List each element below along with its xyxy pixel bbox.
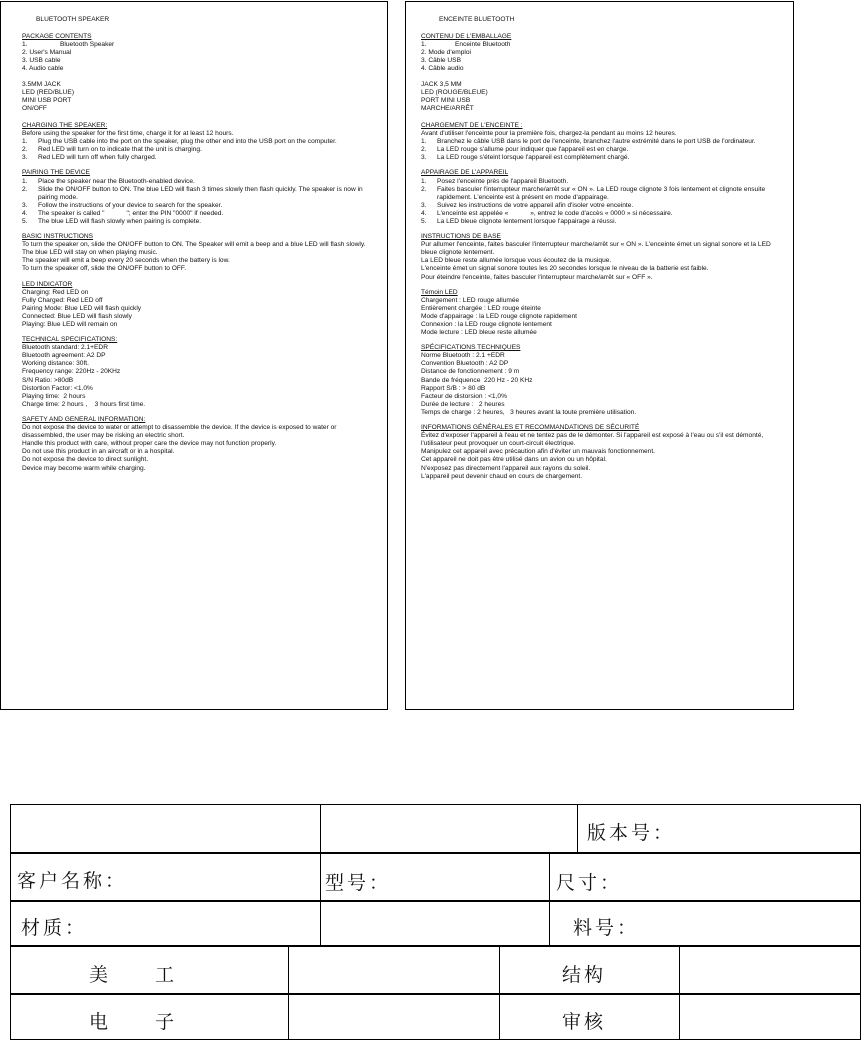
paragraph: Évitez d'exposer l'appareil à l'eau et ne tentez pas de le démonter. Si l'appareil est exposé à l'eau ou s'il est démonté, l'utilisateur peut provoquer un court-circuit électrique. xyxy=(421,432,764,448)
list-item: Pairing Mode: Blue LED will flash quickly xyxy=(22,304,142,312)
list-item: Chargement : LED rouge allumée xyxy=(421,296,520,304)
paragraph: To turn the speaker on, slide the ON/OFF button to ON. The Speaker will emit a beep and a blue LED will flash slowly. xyxy=(22,241,366,249)
section-heading: LED INDICATOR xyxy=(22,280,73,288)
list-item: 1. Enceinte Bluetooth xyxy=(421,41,511,49)
list-item: 4. The speaker is called " "; enter the PIN "0000" if needed. xyxy=(22,209,224,217)
port-label: 3.5MM JACK xyxy=(22,80,61,88)
list-item: 3. La LED rouge s'éteint lorsque l'appareil est complètement chargé. xyxy=(421,154,630,162)
part-number-label: 料号： xyxy=(573,917,640,939)
list-item: 1. Posez l'enceinte près de l'appareil Bluetooth. xyxy=(421,177,569,185)
port-label: MINI USB PORT xyxy=(22,96,72,104)
section-heading: APPAIRAGE DE L'APPAREIL xyxy=(421,169,509,177)
spec-row: Convention Bluetooth : A2 DP xyxy=(421,360,509,368)
section-heading: TECHNICAL SPECIFICATIONS: xyxy=(22,336,118,344)
manual-page-french xyxy=(405,1,794,710)
list-item: 4. Câble audio xyxy=(421,65,464,73)
section-charging xyxy=(421,122,785,162)
form-col-divider xyxy=(499,946,500,1039)
paragraph: Avant d'utiliser l'enceinte pour la première fois, chargez-la pendant au moins 12 heures. xyxy=(421,130,677,138)
section-pairing xyxy=(421,169,785,226)
paragraph: Do not expose the device to water or attempt to disassemble the device. If the device is exposed to water or disassembled, the user may be risking an electric short. xyxy=(22,424,337,440)
document-body-english xyxy=(22,16,379,473)
list-item: Fully Charged: Red LED off xyxy=(22,296,103,304)
list-item: 2. User's Manual xyxy=(22,49,72,57)
section-heading: CONTENU DE L'EMBALLAGE xyxy=(421,33,512,41)
section-ports xyxy=(22,81,379,113)
structure-label: 结构 xyxy=(562,964,607,986)
port-label: LED (RED/BLUE) xyxy=(22,88,75,96)
review-label: 审核 xyxy=(562,1011,607,1033)
section-package xyxy=(22,33,379,73)
spec-row: S/N Ratio: >80dB xyxy=(22,376,74,384)
form-row-divider xyxy=(11,900,860,902)
paragraph: L'enceinte émet un signal sonore toutes les 20 secondes lorsque le niveau de la batterie est faible. xyxy=(421,265,709,273)
section-basic xyxy=(421,233,785,282)
manual-page-english xyxy=(0,1,388,710)
section-pairing xyxy=(22,169,379,226)
form-row-divider xyxy=(11,852,860,854)
port-label: PORT MINI USB xyxy=(421,96,471,104)
port-label: JACK 3,5 MM xyxy=(421,80,462,88)
list-item: 2. Red LED will turn on to indicate that the unit is charging. xyxy=(22,146,202,154)
form-col-divider xyxy=(679,946,680,1039)
spec-row: Rapport S/B : > 80 dB xyxy=(421,384,486,392)
document-body-french xyxy=(421,16,785,481)
paragraph: La LED bleue reste allumée lorsque vous écoutez de la musique. xyxy=(421,257,612,265)
spec-row: Bande de fréquence 220 Hz - 20 KHz xyxy=(421,376,533,384)
spec-row: Distance de fonctionnement : 9 m xyxy=(421,368,520,376)
spec-row: Bluetooth standard: 2.1+EDR xyxy=(22,344,108,352)
version-label: 版本号： xyxy=(587,822,676,844)
section-led xyxy=(22,281,379,330)
list-item: 5. La LED bleue clignote lentement lorsque l'appairage a réussi. xyxy=(421,217,617,225)
spec-row: Frequency range: 220Hz - 20KHz xyxy=(22,368,121,376)
paragraph: Pur allumer l'enceinte, faites basculer l'interrupteur marche/arrêt sur « ON ». L'enceinte émet un signal sonore et la LED bleue clignote lentement. xyxy=(421,241,771,257)
paragraph: Do not expose the device to direct sunlight. xyxy=(22,456,149,464)
spec-row: Playing time: 2 hours xyxy=(22,392,86,400)
section-heading: INFORMATIONS GÉNÉRALES ET RECOMMANDATIONS DE SÉCURITÉ xyxy=(421,424,640,432)
list-item: 3. Suivez les instructions de votre appareil afin d'isoler votre enceinte. xyxy=(421,201,634,209)
section-ports xyxy=(421,81,785,113)
doc-title: BLUETOOTH SPEAKER xyxy=(36,16,110,23)
list-item: Playing: Blue LED will remain on xyxy=(22,321,118,328)
section-heading: CHARGEMENT DE L'ENCEINTE : xyxy=(421,121,523,129)
section-heading: Témoin LED xyxy=(421,288,458,296)
material-label: 材质： xyxy=(21,917,88,939)
list-item: 2. La LED rouge s'allume pour indiquer que l'appareil est en charge. xyxy=(421,146,629,154)
electronics-label: 电 子 xyxy=(89,1011,178,1033)
paragraph: The speaker will emit a beep every 20 seconds when the battery is low. xyxy=(22,257,230,265)
paragraph: The blue LED will stay on when playing music. xyxy=(22,249,158,257)
form-col-divider xyxy=(288,946,289,1039)
section-charging xyxy=(22,122,379,162)
list-item: Mode lecture : LED bleue reste allumée xyxy=(421,329,537,337)
paragraph: Device may become warm while charging. xyxy=(22,464,146,472)
list-item: 3. USB cable xyxy=(22,57,61,65)
list-item: 2. Mode d'emploi xyxy=(421,49,472,57)
port-label: LED (ROUGE/BLEUE) xyxy=(421,88,488,96)
model-label: 型号： xyxy=(325,872,392,894)
approval-form xyxy=(10,804,861,1040)
spec-row: Temps de charge : 2 heures, 3 heures avant la toute première utilisation. xyxy=(421,408,637,416)
section-led xyxy=(421,289,785,338)
section-basic xyxy=(22,233,379,273)
port-label: MARCHE/ARRÊT xyxy=(421,104,474,112)
list-item: 4. Audio cable xyxy=(22,65,64,73)
section-heading: INSTRUCTIONS DE BASE xyxy=(421,233,501,241)
section-heading: PAIRING THE DEVICE xyxy=(22,169,90,177)
list-item: 2. Slide the ON/OFF button to ON. The blue LED will flash 3 times slowly then flash quickly. The speaker is now in pairing mode. xyxy=(22,185,363,201)
spec-row: Distortion Factor: <1.0% xyxy=(22,384,93,392)
list-item: 2. Faites basculer l'interrupteur marche/arrêt sur « ON ». La LED rouge clignote 3 fois lentement et clignote ensuite rapidement. L'enceinte est à présent en mode d'appairage. xyxy=(421,185,766,201)
spec-row: Facteur de distorsion : <1,0% xyxy=(421,392,507,400)
paragraph: Handle this product with care, without proper care the device may not function properly. xyxy=(22,440,277,448)
paragraph: Cet appareil ne doit pas être utilisé dans un avion ou un hôpital. xyxy=(421,456,607,464)
list-item: Connected: Blue LED will flash slowly xyxy=(22,312,132,320)
paragraph: Manipulez cet appareil avec précaution afin d'éviter un mauvais fonctionnement. xyxy=(421,448,656,456)
form-row-divider xyxy=(11,993,860,995)
list-item: 1. Plug the USB cable into the port on the speaker, plug the other end into the USB port on the computer. xyxy=(22,138,337,146)
list-item: 3. Red LED will turn off when fully charged. xyxy=(22,154,157,162)
section-heading: PACKAGE CONTENTS xyxy=(22,33,92,41)
paragraph: L'appareil peut devenir chaud en cours de chargement. xyxy=(421,472,583,480)
section-package xyxy=(421,33,785,73)
list-item: 4. L'enceinte est appelée « », entrez le code d'accès « 0000 » si nécessaire. xyxy=(421,209,673,217)
list-item: 1. Place the speaker near the Bluetooth-enabled device. xyxy=(22,177,195,185)
paragraph: Pour éteindre l'enceinte, faites basculer l'interrupteur marche/arrêt sur « OFF ». xyxy=(421,273,653,281)
list-item: 3. Câble USB xyxy=(421,57,461,65)
list-item: Entièrement chargée : LED rouge éteinte xyxy=(421,304,541,312)
form-col-divider xyxy=(549,853,550,946)
paragraph: To turn the speaker off, slide the ON/OFF button to OFF. xyxy=(22,265,187,273)
spec-row: Durée de lecture : 2 heures xyxy=(421,400,505,408)
spec-row: Bluetooth agreement: A2 DP xyxy=(22,352,106,360)
section-specs xyxy=(421,344,785,417)
list-item: 1. Branchez le câble USB dans le port de l'enceinte, branchez l'autre extrémité dans le port USB de l'ordinateur. xyxy=(421,138,756,146)
list-item: Bluetooth Speaker xyxy=(60,41,115,49)
section-heading: SAFETY AND GENERAL INFORMATION: xyxy=(22,415,146,423)
paragraph: N'exposez pas directement l'appareil aux rayons du soleil. xyxy=(421,464,591,472)
list-item: Mode d'appairage : la LED rouge clignote rapidement xyxy=(421,312,577,320)
customer-name-label: 客户名称： xyxy=(17,870,128,892)
section-heading: SPÉCIFICATIONS TECHNIQUES xyxy=(421,344,521,352)
section-heading: CHARGING THE SPEAKER: xyxy=(22,121,108,129)
port-label: ON/OFF xyxy=(22,104,47,112)
item-number: 1. xyxy=(22,41,28,49)
section-safety xyxy=(22,416,379,473)
form-col-divider xyxy=(320,805,321,946)
section-safety xyxy=(421,424,785,481)
list-item: 5. The blue LED will flash slowly when pairing is complete. xyxy=(22,217,202,225)
form-col-divider xyxy=(577,805,578,853)
section-heading: BASIC INSTRUCTIONS xyxy=(22,233,94,241)
art-label: 美 工 xyxy=(89,964,178,986)
list-item: Connexion : la LED rouge clignote lentement xyxy=(421,321,552,328)
doc-title: ENCEINTE BLUETOOTH xyxy=(439,16,515,23)
list-item: Charging: Red LED on xyxy=(22,288,89,296)
list-item: 3. Follow the instructions of your device to search for the speaker. xyxy=(22,201,223,209)
spec-row: Norme Bluetooth : 2.1 +EDR xyxy=(421,352,505,360)
section-specs xyxy=(22,336,379,409)
spec-row: Charge time: 2 hours , 3 hours first time. xyxy=(22,400,146,408)
paragraph: Do not use this product in an aircraft or in a hospital. xyxy=(22,448,175,456)
spec-row: Working distance: 30ft. xyxy=(22,360,89,368)
size-label: 尺寸： xyxy=(556,872,623,894)
paragraph: Before using the speaker for the first time, charge it for at least 12 hours. xyxy=(22,130,234,138)
form-row-divider xyxy=(11,945,860,947)
